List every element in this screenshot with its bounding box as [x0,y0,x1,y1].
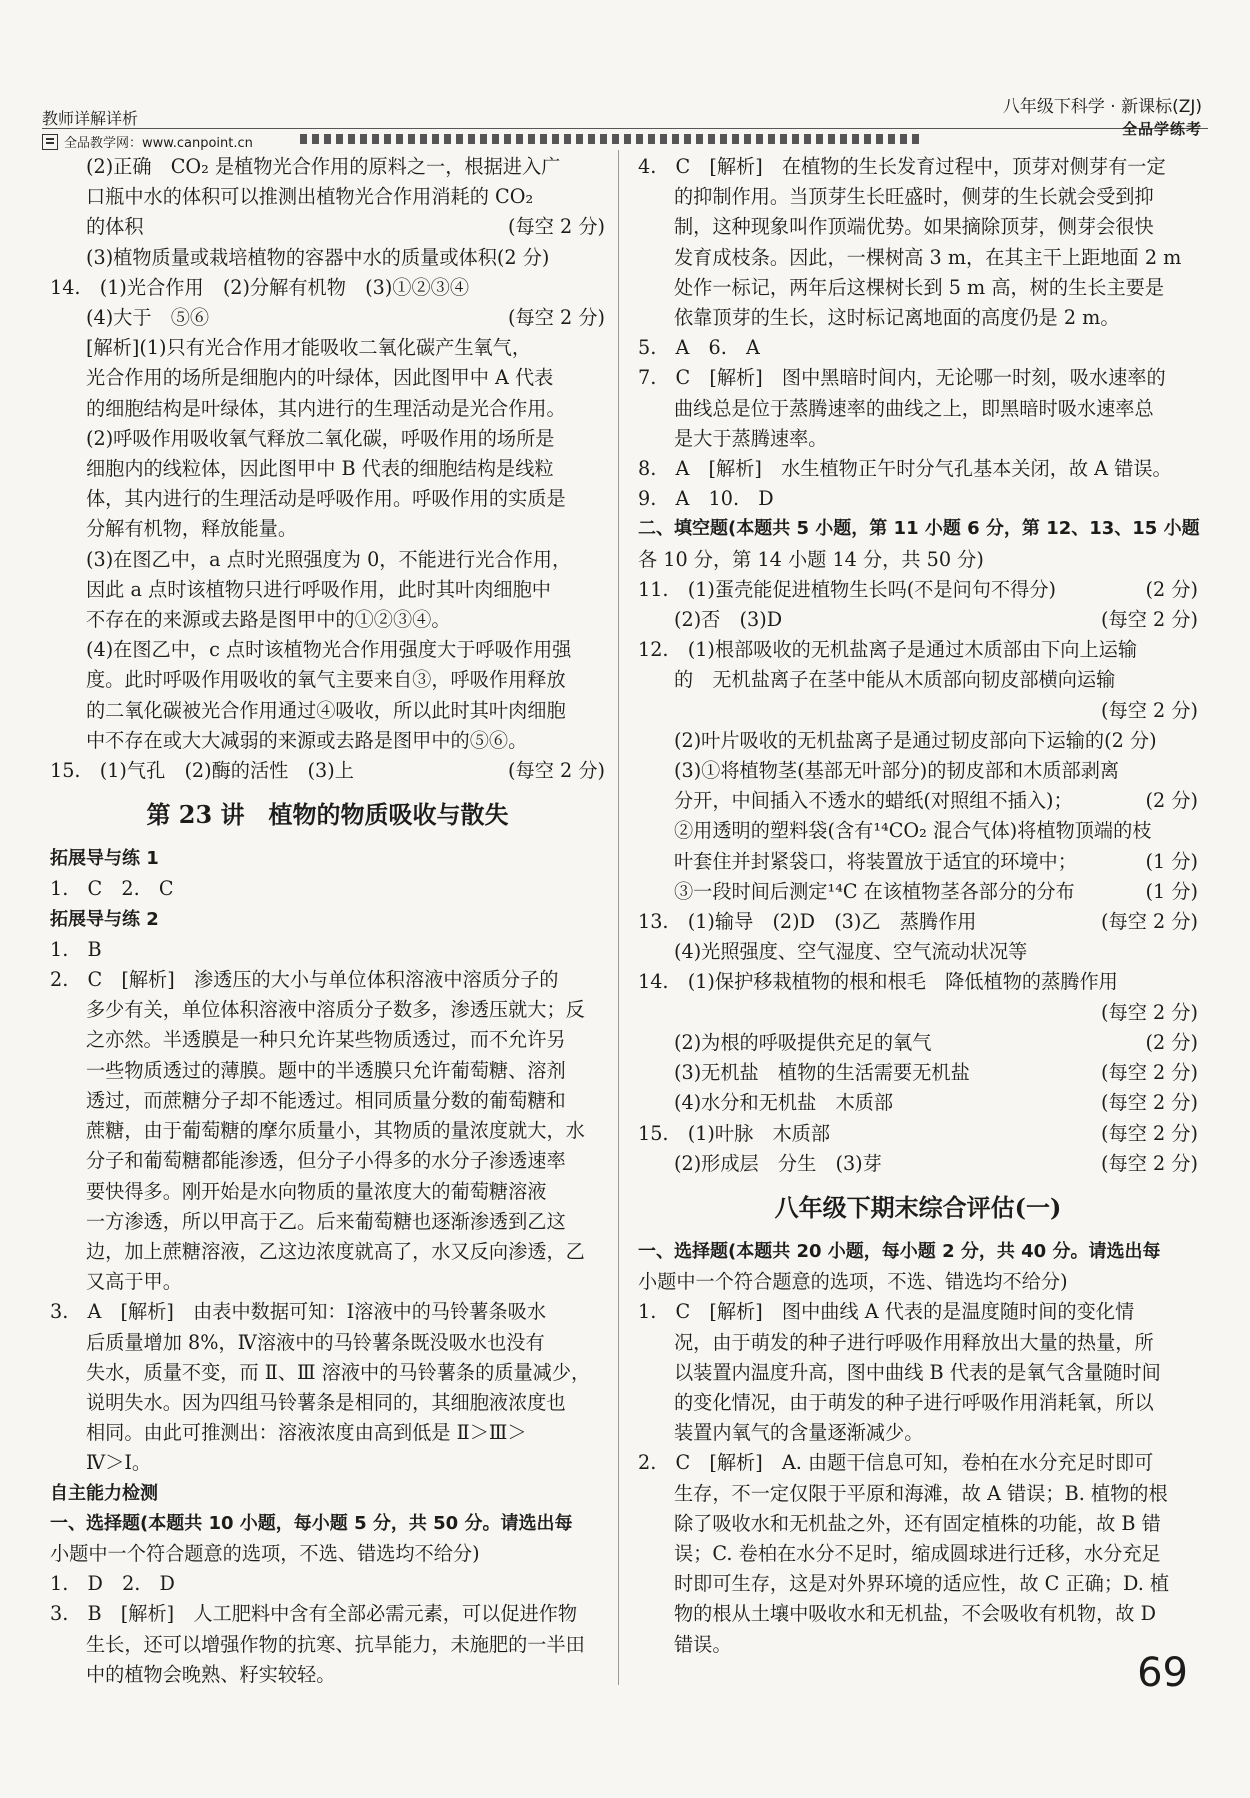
line-text: (3)在图乙中，a 点时光照强度为 0，不能进行光合作用， [86,547,572,571]
score-note: (每空 2 分) [1101,1151,1198,1175]
text-line [638,1630,1198,1660]
text-line [638,756,1198,786]
line-text: 的细胞结构是叶绿体，其内进行的生理活动是光合作用。 [86,396,566,420]
line-text: 各 10 分，第 14 小题 14 分，共 50 分) [638,547,984,571]
text-line [638,514,1198,544]
text-line [638,1149,1198,1179]
line-text: (2)形成层 分生 (3)芽 [674,1151,882,1175]
line-text: 要快得多。刚开始是水向物质的量浓度大的葡萄糖溶液 [86,1179,547,1203]
score-note: (每空 2 分) [1101,1091,1198,1115]
line-text: 13. (1)输导 (2)D (3)乙 蒸腾作用 [638,910,977,934]
text-line [638,635,1198,665]
text-line [50,545,605,575]
line-text [674,699,680,722]
header-subject: 八年级下科学 · 新课标(ZJ) [1002,97,1202,117]
line-text: 说明失水。因为四组马铃薯条是相同的，其细胞液浓度也 [86,1390,566,1414]
line-text: [解析](1)只有光合作用才能吸收二氧化碳产生氧气， [86,336,532,360]
line-text: 拓展导与练 1 [50,848,159,870]
header-rule [42,128,1208,129]
line-text: 物的根从土壤中吸收水和无机盐，不会吸收有机物，故 D [674,1602,1156,1626]
line-text: 蔗糖，由于葡萄糖的摩尔质量小，其物质的量浓度就大，水 [86,1119,585,1143]
score-note: (每空 2 分) [508,215,605,239]
text-line [638,665,1198,695]
right-answers-part1 [638,152,1198,1179]
score-note: (每空 2 分) [1101,1061,1198,1085]
text-line [50,1297,605,1327]
text-line [50,212,605,242]
text-line [638,1237,1198,1267]
line-text: (2)呼吸作用吸收氧气释放二氧化碳，呼吸作用的场所是 [86,426,555,450]
text-line [638,998,1198,1028]
text-line [638,937,1198,967]
text-line [638,877,1198,907]
text-line [50,1539,605,1569]
line-text: 一些物质透过的薄膜。题中的半透膜只允许葡萄糖、溶剂 [86,1058,566,1082]
score-note: (每空 2 分) [1101,1121,1198,1145]
text-line [638,1599,1198,1629]
line-text: 的抑制作用。当顶芽生长旺盛时，侧芽的生长就会受到抑 [674,185,1154,209]
score-note: (每空 2 分) [508,306,605,330]
line-text: 分开，中间插入不透水的蜡纸(对照组不插入)； [674,789,1073,813]
score-note: (1 分) [1145,849,1198,873]
text-line [50,1448,605,1478]
line-text: 7. C [解析] 图中黑暗时间内，无论哪一时刻，吸水速率的 [638,366,1166,390]
line-text: 的体积 [86,215,144,239]
text-line [638,152,1198,182]
line-text: 制，这种现象叫作顶端优势。如果摘除顶芽，侧芽会很快 [674,215,1154,239]
score-note: (2 分) [1145,577,1198,601]
line-text: Ⅳ＞Ⅰ。 [86,1451,152,1475]
text-line [638,1418,1198,1448]
text-line [638,1509,1198,1539]
text-line [50,514,605,544]
text-line [50,1358,605,1388]
text-line [638,243,1198,273]
line-text: 的变化情况，由于萌发的种子进行呼吸作用消耗氧，所以 [674,1390,1154,1414]
text-line [50,1086,605,1116]
text-line [50,243,605,273]
line-text: ③一段时间后测定¹⁴C 在该植物茎各部分的分布 [674,879,1075,903]
line-text: 不存在的来源或去路是图甲中的①②③④。 [86,608,451,632]
line-text: 以装置内温度升高，图中曲线 B 代表的是氧气含量随时间 [674,1360,1161,1384]
text-line [50,635,605,665]
text-line [50,1660,605,1690]
line-text: 2. C [解析] A. 由题干信息可知，卷柏在水分充足时即可 [638,1451,1154,1475]
line-text: 自主能力检测 [50,1482,158,1504]
text-line [638,1569,1198,1599]
text-line [50,844,605,874]
left-answers-part1 [50,152,605,786]
line-text: 处作一标记，两年后这棵树长到 5 m 高，树的生长主要是 [674,275,1165,299]
line-text: 中不存在或大大减弱的来源或去路是图甲中的⑤⑥。 [86,728,528,752]
text-line [50,182,605,212]
header-brand: 全品学练考 [1121,120,1202,138]
score-note: (每空 2 分) [1101,608,1198,632]
line-text: 是大于蒸腾速率。 [674,426,828,450]
section-title-lecture-23: 第 23 讲 植物的物质吸收与散失 [146,800,509,830]
page-number: 69 [1137,1650,1188,1696]
score-note: (2 分) [1145,1030,1198,1054]
line-text: (2)叶片吸收的无机盐离子是通过韧皮部向下运输的(2 分) [674,728,1157,752]
line-text: 依靠顶芽的生长，这时标记离地面的高度仍是 2 m。 [674,306,1120,330]
line-text: 小题中一个符合题意的选项，不选、错选均不给分) [50,1541,480,1565]
line-text: 曲线总是位于蒸腾速率的曲线之上，即黑暗时吸水速率总 [674,396,1154,420]
text-line [50,1328,605,1358]
text-line [638,333,1198,363]
line-text: 中的植物会晚熟、籽实较轻。 [86,1662,336,1686]
line-text: 15. (1)气孔 (2)酶的活性 (3)上 [50,759,354,783]
text-line [638,816,1198,846]
text-line [638,1388,1198,1418]
line-text: 体，其内进行的生理活动是呼吸作用。呼吸作用的实质是 [86,487,566,511]
text-line [50,424,605,454]
text-line [638,847,1198,877]
line-text: 发育成枝条。因此，一棵树高 3 m，在其主干上距地面 2 m [674,245,1182,269]
line-text: (3)①将植物茎(基部无叶部分)的韧皮部和木质部剥离 [674,759,1120,783]
line-text: 叶套住并封紧袋口，将装置放于适宜的环境中； [674,849,1077,873]
line-text: 小题中一个符合题意的选项，不选、错选均不给分) [638,1270,1068,1294]
text-line [50,1177,605,1207]
line-text: 一方渗透，所以甲高于乙。后来葡萄糖也逐渐渗透到乙这 [86,1209,566,1233]
text-line [638,1267,1198,1297]
text-line [50,696,605,726]
text-line [50,965,605,995]
score-note: (2 分) [1145,789,1198,813]
text-line [638,1539,1198,1569]
text-line [50,454,605,484]
line-text: 1. B [50,937,102,961]
text-line [638,424,1198,454]
text-line [50,363,605,393]
page-header [0,0,1250,150]
line-text: (2)正确 CO₂ 是植物光合作用的原料之一，根据进入广 [86,155,561,178]
text-line [50,575,605,605]
text-line [638,363,1198,393]
line-text: (2)为根的呼吸提供充足的氧气 [674,1030,932,1054]
line-text: 之亦然。半透膜是一种只允许某些物质透过，而不允许另 [86,1028,566,1052]
text-line [50,726,605,756]
header-title: 教师详解详析 [42,109,139,128]
text-line [638,394,1198,424]
text-line [638,1058,1198,1088]
text-line [50,1388,605,1418]
text-line [50,1237,605,1267]
text-line [50,905,605,935]
text-line [638,273,1198,303]
line-text: 14. (1)保护移栽植物的根和根毛 降低植物的蒸腾作用 [638,970,1118,994]
line-text: 9. A 10. D [638,487,774,511]
line-text: 失水，质量不变，而 Ⅱ、Ⅲ 溶液中的马铃薯条的质量减少， [86,1360,591,1384]
right-column [638,152,1198,1660]
text-line [638,907,1198,937]
column-divider [618,150,619,1685]
line-text: 2. C [解析] 渗透压的大小与单位体积溶液中溶质分子的 [50,968,559,992]
line-text: 边，加上蔗糖溶液，乙这边浓度就高了，水又反向渗透，乙 [86,1239,585,1263]
text-line [50,1267,605,1297]
text-line [50,1116,605,1146]
line-text: 分解有机物，释放能量。 [86,517,298,541]
text-line [50,484,605,514]
text-line [50,273,605,303]
line-text: 1. D 2. D [50,1572,175,1596]
line-text: 错误。 [674,1632,732,1656]
line-text: 14. (1)光合作用 (2)分解有机物 (3)①②③④ [50,275,470,299]
line-text: (2)否 (3)D [674,608,783,632]
text-line [638,1479,1198,1509]
text-line [638,726,1198,756]
line-text: 口瓶中水的体积可以推测出植物光合作用消耗的 CO₂ [86,185,534,209]
text-line [50,1479,605,1509]
line-text: 15. (1)叶脉 木质部 [638,1121,831,1145]
text-line [50,1569,605,1599]
line-text: (3)植物质量或栽培植物的容器中水的质量或体积(2 分) [86,245,550,269]
text-line [638,575,1198,605]
left-column [50,152,605,1690]
text-line [50,1025,605,1055]
text-line [50,152,605,182]
right-answers-part2 [638,1237,1198,1660]
line-text: 生长，还可以增强作物的抗寒、抗旱能力，未施肥的一半田 [86,1632,585,1656]
line-text: (4)在图乙中，c 点时该植物光合作用强度大于呼吸作用强 [86,638,572,662]
text-line [638,1358,1198,1388]
text-line [638,605,1198,635]
text-line [50,1418,605,1448]
text-line [50,1509,605,1539]
line-text: 光合作用的场所是细胞内的叶绿体，因此图甲中 A 代表 [86,366,554,390]
text-line [50,1056,605,1086]
text-line [50,1630,605,1660]
text-line [50,756,605,786]
score-note: (每空 2 分) [1101,910,1198,934]
line-text: 装置内氧气的含量逐渐减少。 [674,1421,924,1445]
section-title-final-assessment: 八年级下期末综合评估(一) [774,1192,1062,1222]
text-line [638,696,1198,726]
line-text: 4. C [解析] 在植物的生长发育过程中，顶芽对侧芽有一定 [638,155,1166,178]
line-text: 又高于甲。 [86,1270,182,1294]
line-text: 多少有关，单位体积溶液中溶质分子数多，渗透压就大；反 [86,998,585,1022]
line-text: 度。此时呼吸作用吸收的氧气主要来自③，呼吸作用释放 [86,668,566,692]
text-line [638,1448,1198,1478]
line-text: 3. A [解析] 由表中数据可知：Ⅰ溶液中的马铃薯条吸水 [50,1300,547,1324]
text-line [50,935,605,965]
text-line [50,665,605,695]
line-text: 11. (1)蛋壳能促进植物生长吗(不是问句不得分) [638,577,1057,601]
line-text: 生存，不一定仅限于平原和海滩，故 A 错误；B. 植物的根 [674,1481,1168,1505]
score-note: (每空 2 分) [1101,1000,1198,1024]
line-text: 二、填空题(本题共 5 小题，第 11 小题 6 分，第 12、13、15 小题 [638,518,1200,540]
line-text: 一、选择题(本题共 20 小题，每小题 2 分，共 40 分。请选出每 [638,1240,1161,1262]
line-text: 相同。由此可推测出：溶液浓度由高到低是 Ⅱ＞Ⅲ＞ [86,1421,527,1445]
line-text [674,1001,680,1024]
line-text: 误；C. 卷柏在水分不足时，缩成圆球进行迁移，水分充足 [674,1541,1161,1565]
line-text: 后质量增加 8%，Ⅳ溶液中的马铃薯条既没吸水也没有 [86,1330,545,1354]
text-line [638,1328,1198,1358]
line-text: (4)大于 ⑤⑥ [86,306,210,330]
text-line [50,1599,605,1629]
header-site-text: 全品教学网：www.canpoint.cn [64,136,253,151]
line-text: (4)光照强度、空气湿度、空气流动状况等 [674,940,1028,964]
line-text: 8. A [解析] 水生植物正午时分气孔基本关闭，故 A 错误。 [638,457,1172,481]
text-line [638,182,1198,212]
line-text: 除了吸收水和无机盐之外，还有固定植株的功能，故 B 错 [674,1511,1161,1535]
score-note: (每空 2 分) [1101,698,1198,722]
text-line [50,995,605,1025]
header-site [42,132,253,151]
text-line [50,333,605,363]
line-text: 拓展导与练 2 [50,908,159,930]
text-line [50,303,605,333]
text-line [638,1297,1198,1327]
text-line [638,786,1198,816]
text-line [638,1028,1198,1058]
text-line [50,1146,605,1176]
line-text: 5. A 6. A [638,336,760,360]
text-line [638,454,1198,484]
line-text: 细胞内的线粒体，因此图甲中 B 代表的细胞结构是线粒 [86,457,554,481]
text-line [50,394,605,424]
text-line [638,967,1198,997]
line-text: (3)无机盐 植物的生活需要无机盐 [674,1061,970,1085]
line-text: 透过，而蔗糖分子却不能透过。相同质量分数的葡萄糖和 [86,1088,566,1112]
text-line [50,605,605,635]
text-line [638,303,1198,333]
score-note: (1 分) [1145,879,1198,903]
line-text: 的 无机盐离子在茎中能从木质部向韧皮部横向运输 [674,668,1116,692]
line-text: 1. C [解析] 图中曲线 A 代表的是温度随时间的变化情 [638,1300,1135,1324]
line-text: 分子和葡萄糖都能渗透，但分子小得多的水分子渗透速率 [86,1149,566,1173]
text-line [638,212,1198,242]
line-text: ②用透明的塑料袋(含有¹⁴CO₂ 混合气体)将植物顶端的枝 [674,819,1152,843]
line-text: 的二氧化碳被光合作用通过④吸收，所以此时其叶肉细胞 [86,698,566,722]
line-text: 时即可生存，这是对外界环境的适应性，故 C 正确；D. 植 [674,1572,1170,1596]
score-note: (每空 2 分) [508,759,605,783]
line-text: 一、选择题(本题共 10 小题，每小题 5 分，共 50 分。请选出每 [50,1512,573,1534]
header-dashes [300,134,920,144]
text-line [50,1207,605,1237]
line-text: 12. (1)根部吸收的无机盐离子是通过木质部由下向上运输 [638,638,1138,662]
canpoint-logo-icon [42,134,58,150]
text-line [638,484,1198,514]
text-line [638,545,1198,575]
line-text: (4)水分和无机盐 木质部 [674,1091,894,1115]
line-text: 因此 a 点时该植物只进行呼吸作用，此时其叶肉细胞中 [86,577,551,601]
left-answers-part2 [50,844,605,1690]
line-text: 1. C 2. C [50,877,174,901]
text-line [638,1119,1198,1149]
line-text: 3. B [解析] 人工肥料中含有全部必需元素，可以促进作物 [50,1602,578,1626]
text-line [50,874,605,904]
line-text: 况，由于萌发的种子进行呼吸作用释放出大量的热量，所 [674,1330,1154,1354]
text-line [638,1088,1198,1118]
